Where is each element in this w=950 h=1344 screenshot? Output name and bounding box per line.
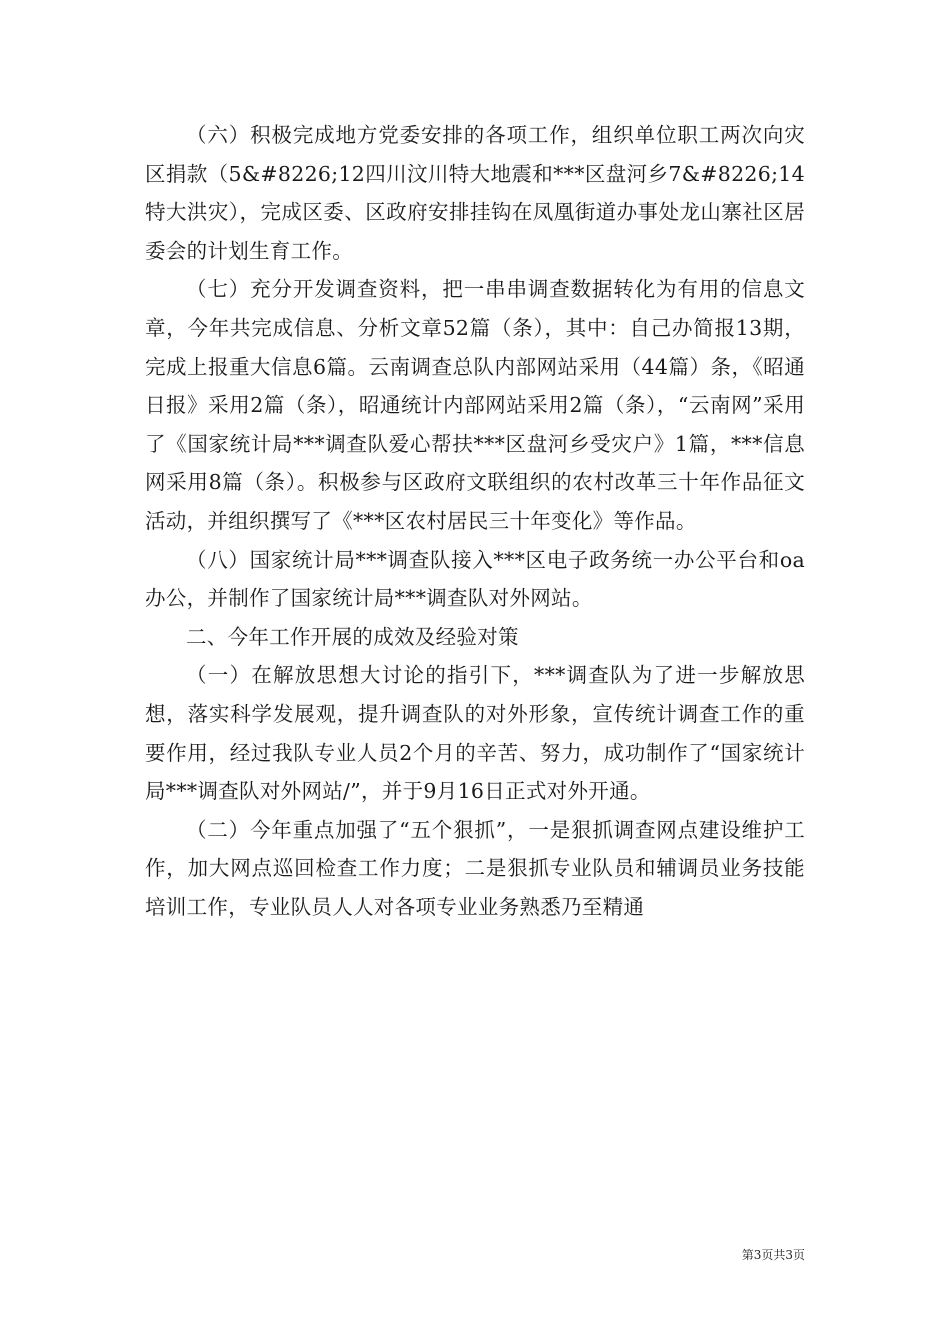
paragraph-item-6: （六）积极完成地方党委安排的各项工作，组织单位职工两次向灾区捐款（5&#8226;12四川汶川特大地震和***区盘河乡7&#8226;14特大洪灾），完成区委、区政府安排挂钩在凤凰街道办事处龙山寨社区居委会的计划生育工作。 [145, 123, 805, 263]
paragraph-item-1: （一）在解放思想大讨论的指引下，***调查队为了进一步解放思想，落实科学发展观，提升调查队的对外形象，宣传统计调查工作的重要作用，经过我队专业人员2个月的辛苦、努力，成功制作了“国家统计局***调查队对外网站/”，并于9月16日正式对外开通。 [145, 663, 805, 804]
paragraph-item-8: （八）国家统计局***调查队接入***区电子政务统一办公平台和oa办公，并制作了国家统计局***调查队对外网站。 [145, 547, 805, 611]
paragraph-item-2: （二）今年重点加强了“五个狠抓”，一是狠抓调查网点建设维护工作，加大网点巡回检查工作力度；二是狠抓专业队员和辅调员业务技能培训工作，专业队员人人对各项专业业务熟悉乃至精通 [145, 817, 805, 919]
section-heading-2: 二、今年工作开展的成效及经验对策 [186, 624, 519, 649]
paragraph-item-7: （七）充分开发调查资料，把一串串调查数据转化为有用的信息文章，今年共完成信息、分析文章52篇（条），其中：自己办简报13期，完成上报重大信息6篇。云南调查总队内部网站采用（44篇）条，《昭通日报》采用2篇（条），昭通统计内部网站采用2篇（条），“云南网”采用了《国家统计局***调查队爱心帮扶***区盘河乡受灾户》1篇，***信息网采用8篇（条）。积极参与区政府文联组织的农村改革三十年作品征文活动，并组织撰写了《***区农村居民三十年变化》等作品。 [145, 277, 805, 533]
document-body [145, 116, 805, 926]
page-number-footer: 第3页共3页 [741, 1248, 805, 1262]
